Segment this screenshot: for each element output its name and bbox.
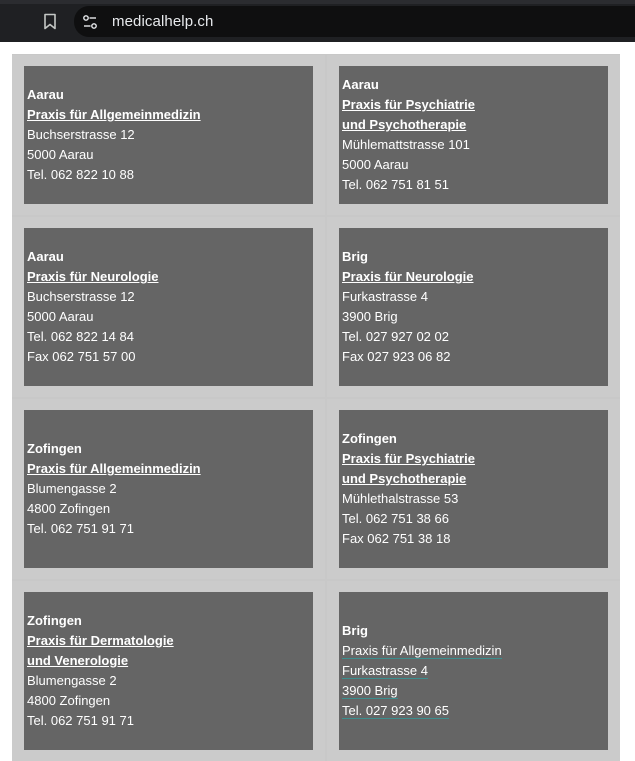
practice-city: Zofingen (27, 613, 82, 628)
url-text[interactable]: medicalhelp.ch (112, 13, 214, 30)
practice-city: Aarau (342, 77, 379, 92)
tab-strip (0, 0, 635, 4)
practice-city: Zofingen (342, 431, 397, 446)
practice-cell (12, 581, 325, 761)
practice-detail-line: Blumengasse 2 (27, 673, 117, 688)
practice-detail-link[interactable] (342, 661, 608, 681)
practice-detail-line: Furkastrasse 4 (342, 289, 428, 304)
practice-detail-line: Fax 027 923 06 82 (342, 349, 451, 364)
practice-name-link[interactable]: Praxis für Neurologie (342, 269, 474, 284)
practice-detail-text[interactable]: Furkastrasse 4 (342, 663, 428, 678)
practice-detail-line: Tel. 062 751 81 51 (342, 177, 449, 192)
practice-name-link[interactable]: Praxis für Allgemeinmedizin (27, 461, 201, 476)
practice-detail-line: Mühlemattstrasse 101 (342, 137, 470, 152)
practice-card (339, 410, 608, 568)
practice-detail-line: Buchserstrasse 12 (27, 127, 135, 142)
practice-name-link[interactable]: und Psychotherapie (342, 471, 467, 486)
practice-detail-link[interactable] (342, 681, 608, 701)
practice-name-link[interactable]: Praxis für Psychiatrie (342, 97, 475, 112)
browser-toolbar (0, 0, 635, 42)
practice-detail-line: Tel. 062 751 91 71 (27, 521, 134, 536)
practice-detail-line: Mühlethalstrasse 53 (342, 491, 459, 506)
practice-grid (12, 54, 620, 761)
practice-name-link[interactable]: Praxis für Psychiatrie (342, 451, 475, 466)
practice-detail-line: 5000 Aarau (27, 309, 94, 324)
practice-name-link[interactable]: Praxis für Dermatologie (27, 633, 174, 648)
practice-name-link[interactable]: Praxis für Neurologie (27, 269, 159, 284)
practice-detail-line: Blumengasse 2 (27, 481, 117, 496)
practice-detail-line: 5000 Aarau (342, 157, 409, 172)
bookmark-icon[interactable] (43, 13, 57, 30)
site-settings-icon[interactable] (82, 14, 98, 30)
practice-detail-line: 3900 Brig (342, 309, 398, 324)
practice-card (24, 66, 313, 204)
practice-card (339, 66, 608, 204)
practice-cell (327, 581, 620, 761)
practice-detail-line: Tel. 062 822 14 84 (27, 329, 134, 344)
practice-city: Aarau (27, 249, 64, 264)
practice-city: Aarau (27, 87, 64, 102)
practice-city: Brig (342, 623, 368, 638)
practice-name-link[interactable]: Praxis für Allgemeinmedizin (27, 107, 201, 122)
practice-detail-line: Fax 062 751 38 18 (342, 531, 451, 546)
practice-cell (327, 399, 620, 579)
practice-cell (327, 55, 620, 215)
practice-detail-line: 5000 Aarau (27, 147, 94, 162)
practice-detail-line: Tel. 027 927 02 02 (342, 329, 449, 344)
practice-cell (12, 399, 325, 579)
practice-detail-link[interactable] (342, 701, 608, 721)
practice-detail-line: Tel. 062 751 91 71 (27, 713, 134, 728)
practice-cell (327, 217, 620, 397)
practice-city: Zofingen (27, 441, 82, 456)
practice-detail-line: Fax 062 751 57 00 (27, 349, 136, 364)
practice-detail-line: Tel. 062 822 10 88 (27, 167, 134, 182)
practice-detail-line: 4800 Zofingen (27, 501, 111, 516)
practice-card (24, 228, 313, 386)
practice-cell (12, 55, 325, 215)
practice-detail-text[interactable]: 3900 Brig (342, 683, 398, 698)
practice-name-link[interactable]: und Venerologie (27, 653, 129, 668)
page-content (0, 42, 635, 760)
practice-detail-link[interactable] (342, 641, 608, 661)
practice-card (339, 592, 608, 750)
practice-cell (12, 217, 325, 397)
practice-card (24, 410, 313, 568)
practice-city: Brig (342, 249, 368, 264)
practice-detail-line: Buchserstrasse 12 (27, 289, 135, 304)
practice-detail-text[interactable]: Tel. 027 923 90 65 (342, 703, 449, 718)
practice-detail-text[interactable]: Praxis für Allgemeinmedizin (342, 643, 502, 658)
practice-detail-line: 4800 Zofingen (27, 693, 111, 708)
practice-detail-line: Tel. 062 751 38 66 (342, 511, 449, 526)
practice-card (24, 592, 313, 750)
practice-name-link[interactable]: und Psychotherapie (342, 117, 467, 132)
practice-card (339, 228, 608, 386)
